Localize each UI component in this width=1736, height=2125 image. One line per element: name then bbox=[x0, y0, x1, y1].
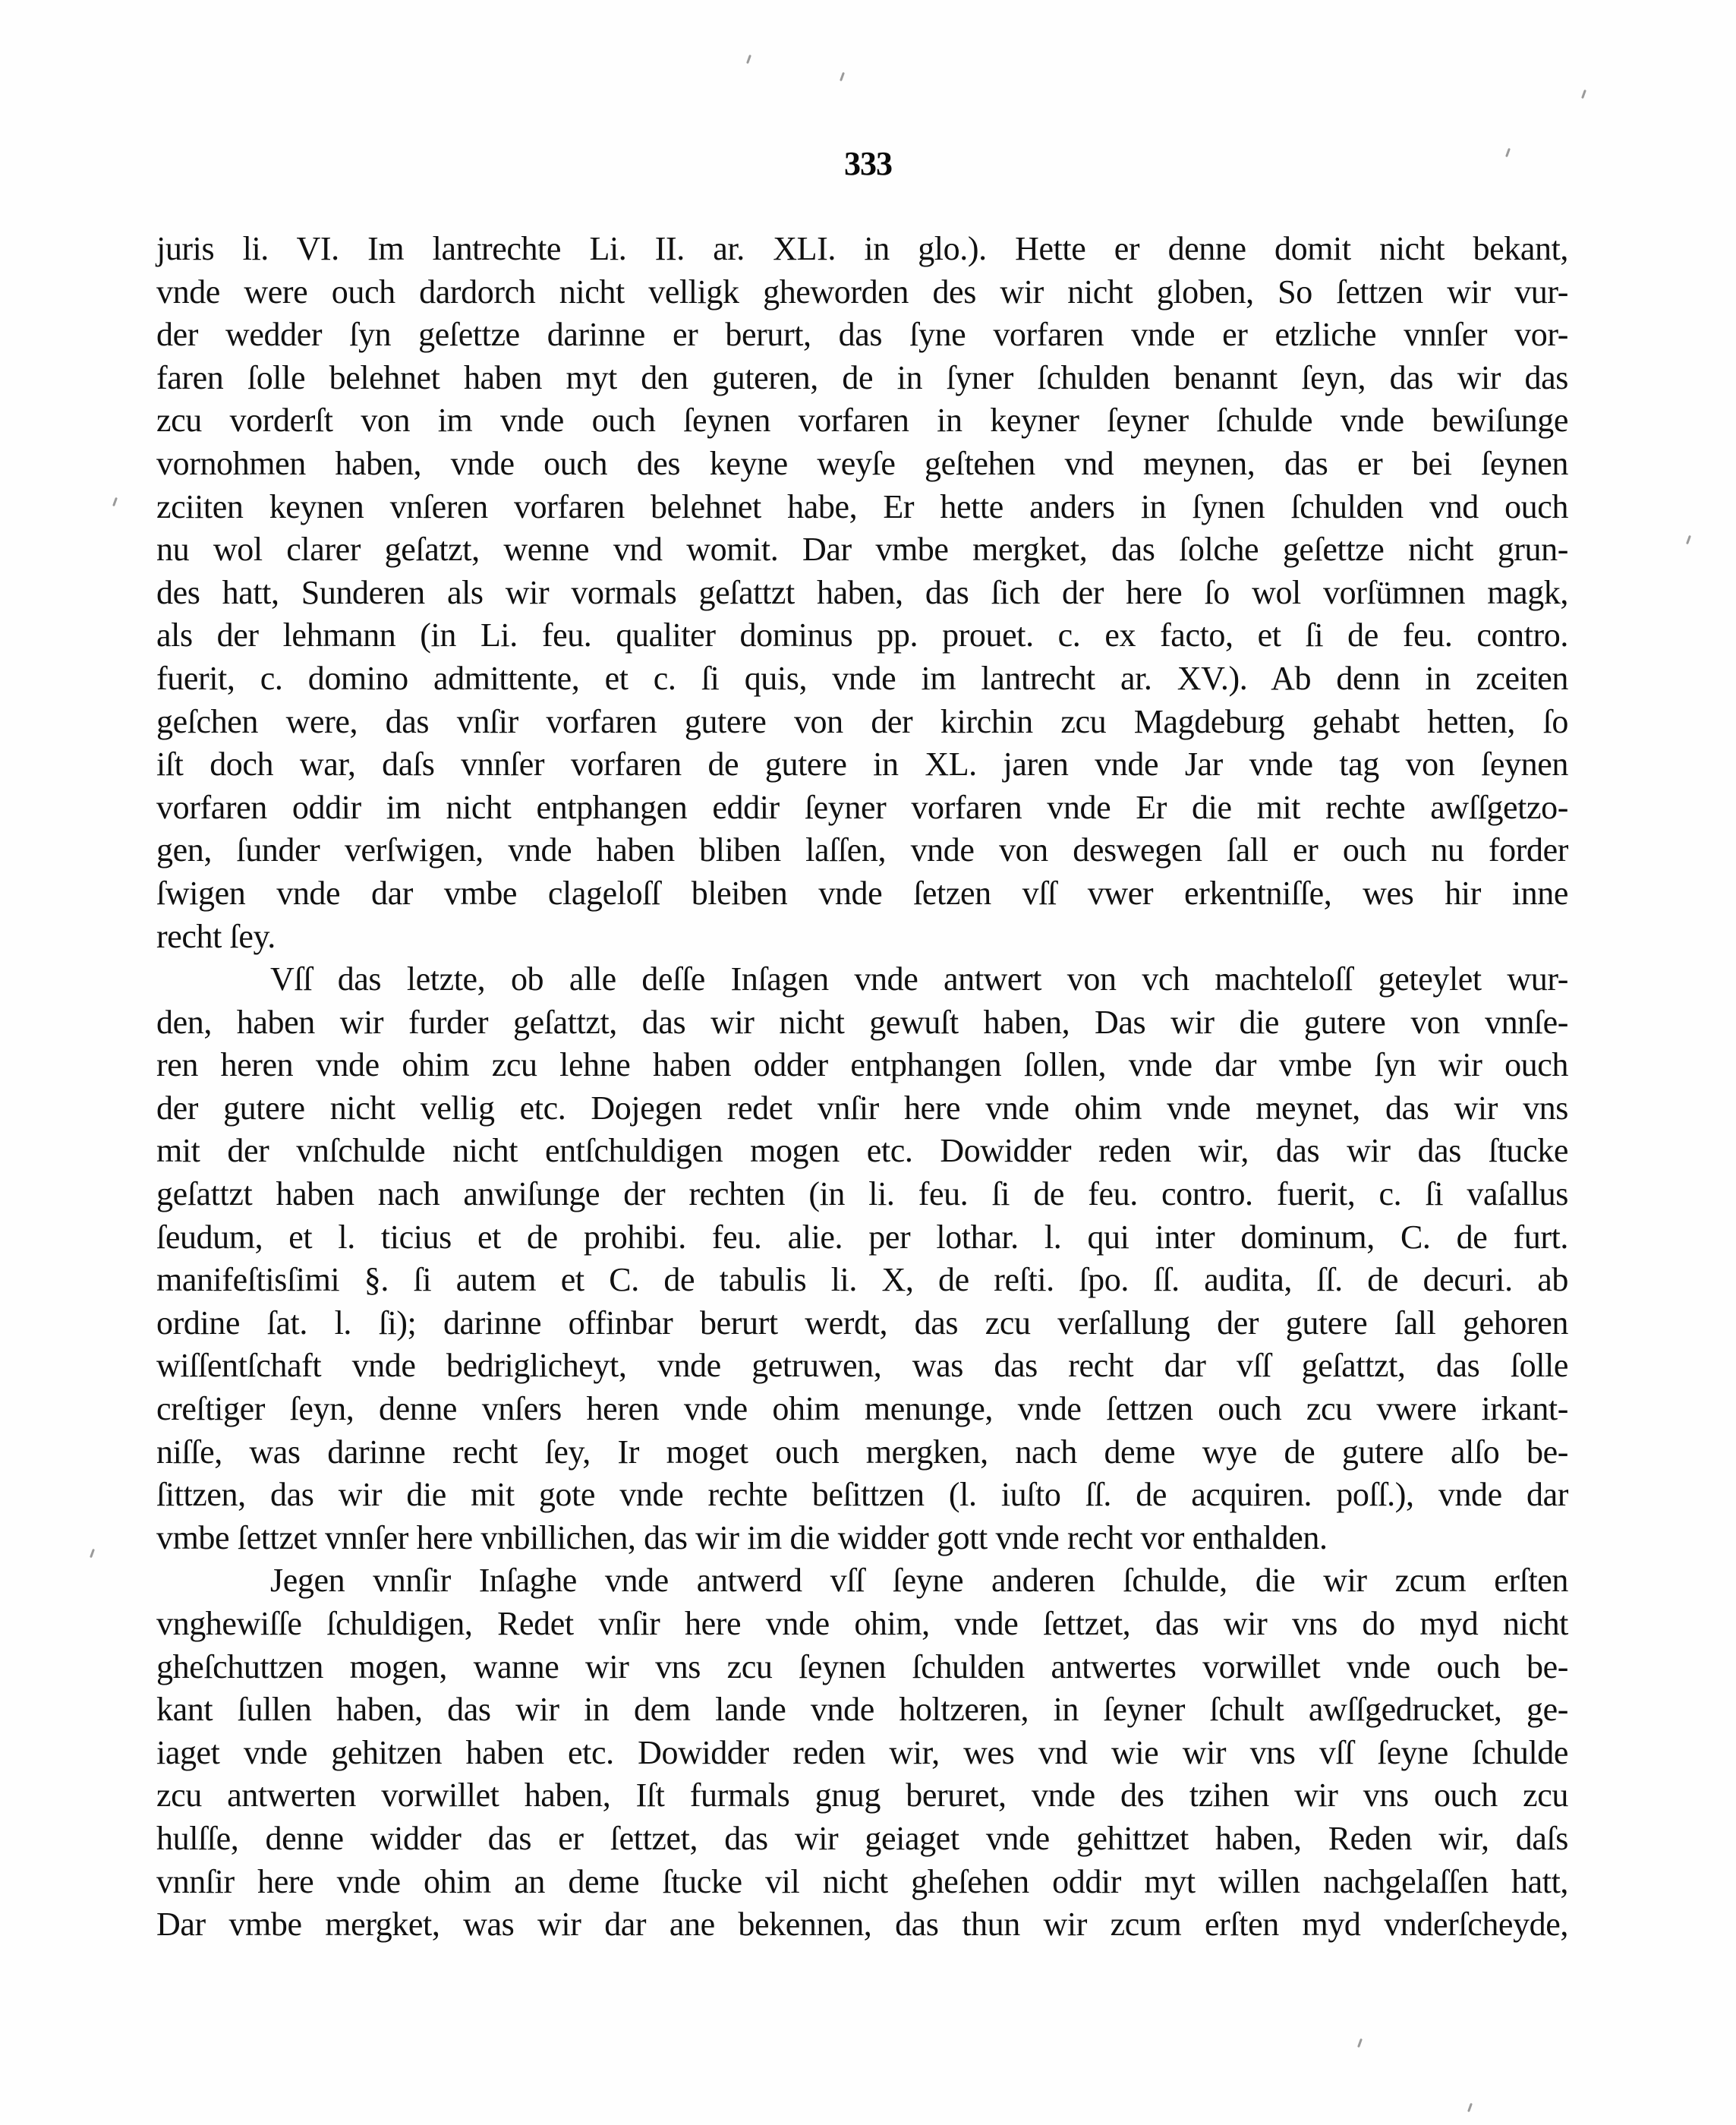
text-line: gheſchuttzen mogen, wanne wir vns zcu ſeynen ſchulden antwertes vorwillet vnde ouch be- bbox=[156, 1647, 1568, 1685]
text-line: faren ſolle belehnet haben myt den guteren, de in ſyner ſchulden benannt ſeyn, das wir das bbox=[156, 358, 1568, 396]
text-line: als der lehmann (in Li. feu. qualiter dominus pp. prouet. c. ex facto, et ſi de feu. contro. bbox=[156, 616, 1568, 654]
text-line: des hatt, Sunderen als wir vormals geſattzt haben, das ſich der here ſo wol vorſümnen magk, bbox=[156, 573, 1568, 611]
text-line: Jegen vnnſir Inſaghe vnde antwerd vſſ ſeyne anderen ſchulde, die wir zcum erſten bbox=[270, 1562, 1568, 1600]
text-line: vornohmen haben, vnde ouch des keyne weyſe geſtehen vnd meynen, das er bei ſeynen bbox=[156, 444, 1568, 482]
text-line: ren heren vnde ohim zcu lehne haben odder entphangen ſollen, vnde dar vmbe ſyn wir ouch bbox=[156, 1046, 1568, 1084]
text-line: niſſe, was darinne recht ſey, Ir moget ouch mergken, nach deme wye de gutere alſo be- bbox=[156, 1433, 1568, 1471]
text-line: creſtiger ſeyn, denne vnſers heren vnde ohim menunge, vnde ſettzen ouch zcu vwere irkant- bbox=[156, 1390, 1568, 1428]
scan-speck bbox=[840, 72, 845, 81]
text-line: gen, ſunder verſwigen, vnde haben bliben laſſen, vnde von deswegen ſall er ouch nu forder bbox=[156, 831, 1568, 869]
text-line: iaget vnde gehitzen haben etc. Dowidder reden wir, wes vnd wie wir vns vſſ ſeyne ſchulde bbox=[156, 1733, 1568, 1771]
text-line: juris li. VI. Im lantrechte Li. II. ar. XLI. in glo.). Hette er denne domit nicht bekant, bbox=[156, 230, 1568, 267]
text-line: geſchen were, das vnſir vorfaren gutere von der kirchin zcu Magdeburg gehabt hetten, ſo bbox=[156, 702, 1568, 740]
text-line: ſwigen vnde dar vmbe clageloſſ bleiben vnde ſetzen vſſ vwer erkentniſſe, wes hir inne bbox=[156, 874, 1568, 912]
scan-speck bbox=[1357, 2038, 1363, 2048]
text-line: manifeſtisſimi §. ſi autem et C. de tabulis li. X, de reſti. ſpo. ſſ. audita, ſſ. de decuri. ab bbox=[156, 1261, 1568, 1299]
text-line: ordine ſat. l. ſi); darinne offinbar berurt werdt, das zcu verſallung der gutere ſall gehoren bbox=[156, 1304, 1568, 1342]
scan-speck bbox=[1467, 2103, 1473, 2112]
text-line: der gutere nicht vellig etc. Dojegen redet vnſir here vnde ohim vnde meynet, das wir vns bbox=[156, 1089, 1568, 1127]
paragraph-2 bbox=[156, 958, 1568, 1559]
text-line: iſt doch war, daſs vnnſer vorfaren de gutere in XL. jaren vnde Jar vnde tag von ſeynen bbox=[156, 746, 1568, 783]
text-line: recht ſey. bbox=[156, 917, 276, 955]
body-text bbox=[156, 228, 1568, 1947]
text-line: zcu antwerten vorwillet haben, Iſt furmals gnug beruret, vnde des tzihen wir vns ouch zcu bbox=[156, 1777, 1568, 1814]
text-line: vorfaren oddir im nicht entphangen eddir ſeyner vorfaren vnde Er die mit rechte awſſgetzo- bbox=[156, 788, 1568, 826]
text-line: den, haben wir furder geſattzt, das wir nicht gewuſt haben, Das wir die gutere von vnnſe- bbox=[156, 1003, 1568, 1041]
text-line: geſattzt haben nach anwiſunge der rechten (in li. feu. ſi de feu. contro. fuerit, c. ſi vaſallus bbox=[156, 1175, 1568, 1213]
scan-speck bbox=[1581, 90, 1586, 99]
scan-speck bbox=[746, 55, 751, 64]
text-line: der wedder ſyn geſettze darinne er berurt, das ſyne vorfaren vnde er etzliche vnnſer vor- bbox=[156, 316, 1568, 354]
page-number: 333 bbox=[844, 145, 892, 182]
text-line: zcu vorderſt von im vnde ouch ſeynen vorfaren in keyner ſeyner ſchulde vnde bewiſunge bbox=[156, 402, 1568, 440]
paragraph-1 bbox=[156, 228, 1568, 958]
text-line: ſeudum, et l. ticius et de prohibi. feu. alie. per lothar. l. qui inter dominum, C. de furt. bbox=[156, 1218, 1568, 1256]
scan-speck bbox=[90, 1549, 95, 1558]
text-line: kant ſullen haben, das wir in dem lande vnde holtzeren, in ſeyner ſchult awſſgedrucket, ge- bbox=[156, 1691, 1568, 1729]
scan-speck bbox=[112, 497, 118, 506]
text-line: vnde were ouch dardorch nicht velligk gheworden des wir nicht globen, So ſettzen wir vur- bbox=[156, 273, 1568, 311]
text-line: mit der vnſchulde nicht entſchuldigen mogen etc. Dowidder reden wir, das wir das ſtucke bbox=[156, 1132, 1568, 1170]
text-line: wiſſentſchaft vnde bedriglicheyt, vnde getruwen, was das recht dar vſſ geſattzt, das ſolle bbox=[156, 1347, 1568, 1385]
text-line: vnnſir here vnde ohim an deme ſtucke vil nicht gheſehen oddir myt willen nachgelaſſen hatt, bbox=[156, 1862, 1568, 1900]
text-line: Vſſ das letzte, ob alle deſſe Inſagen vnde antwert von vch machteloſſ geteylet wur- bbox=[270, 960, 1568, 998]
text-line: vmbe ſettzet vnnſer here vnbillichen, das wir im die widder gott vnde recht vor enthalden. bbox=[156, 1518, 1328, 1556]
text-line: Dar vmbe mergket, was wir dar ane bekennen, das thun wir zcum erſten myd vnderſcheyde, bbox=[156, 1906, 1568, 1944]
text-line: fuerit, c. domino admittente, et c. ſi quis, vnde im lantrecht ar. XV.). Ab denn in zceiten bbox=[156, 659, 1568, 697]
text-line: vnghewiſſe ſchuldigen, Redet vnſir here vnde ohim, vnde ſettzet, das wir vns do myd nicht bbox=[156, 1605, 1568, 1642]
text-line: zciiten keynen vnſeren vorfaren belehnet habe, Er hette anders in ſynen ſchulden vnd ouch bbox=[156, 487, 1568, 525]
scan-speck bbox=[1686, 535, 1691, 544]
paragraph-3 bbox=[156, 1559, 1568, 1946]
text-line: hulſſe, denne widder das er ſettzet, das wir geiaget vnde gehittzet haben, Reden wir, daſs bbox=[156, 1819, 1568, 1857]
text-line: nu wol clarer geſatzt, wenne vnd womit. Dar vmbe mergket, das ſolche geſettze nicht grun- bbox=[156, 531, 1568, 569]
text-line: ſittzen, das wir die mit gote vnde rechte beſittzen (l. iuſto ſſ. de acquiren. poſſ.), vnde dar bbox=[156, 1476, 1568, 1514]
